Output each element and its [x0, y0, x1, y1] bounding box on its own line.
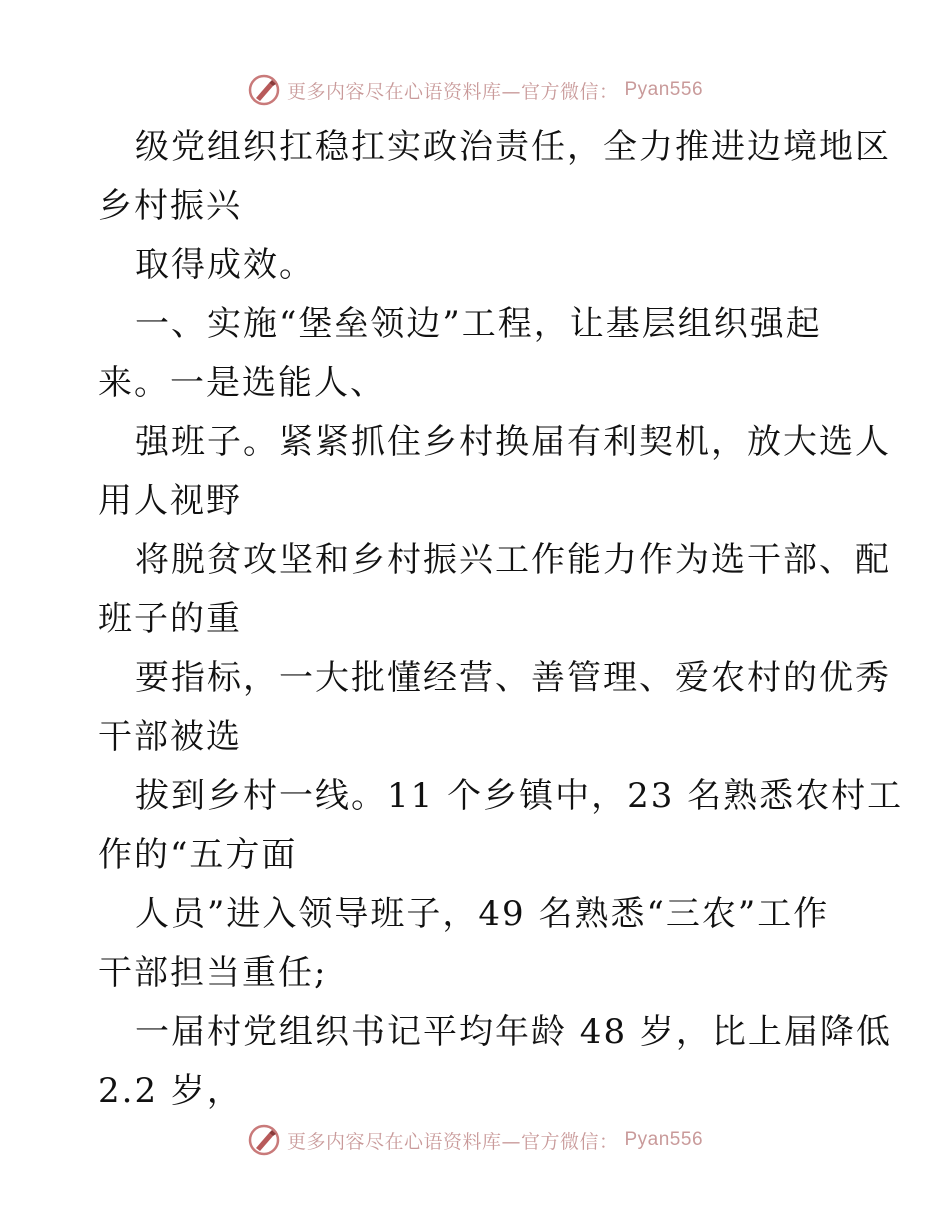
text-line: 作的“五方面	[98, 835, 298, 875]
text-line: 干部担当重任;	[98, 953, 328, 993]
header-watermark	[0, 70, 950, 110]
text-line: 用人视野	[98, 481, 242, 521]
watermark-wechat-id: Pyan556	[624, 1129, 704, 1150]
paragraph-2	[98, 236, 858, 295]
paragraph-3	[98, 295, 858, 413]
text-line: 来。一是选能人、	[98, 363, 386, 403]
text-line: 一、实施“堡垒领边”工程，让基层组织强起	[135, 304, 822, 344]
pen-logo-icon	[247, 73, 281, 107]
paragraph-8	[98, 885, 858, 1003]
paragraph-4	[98, 413, 891, 531]
pen-logo-icon	[247, 1123, 281, 1157]
watermark-wechat-id: Pyan556	[624, 79, 704, 100]
paragraph-5	[98, 531, 891, 649]
text-line: 班子的重	[98, 599, 242, 639]
paragraph-6	[98, 649, 891, 767]
watermark-text: 更多内容尽在心语资料库—官方微信：	[286, 1130, 619, 1153]
text-line: 强班子。紧紧抓住乡村换届有利契机，放大选人	[135, 422, 891, 462]
watermark-text: 更多内容尽在心语资料库—官方微信：	[286, 80, 619, 103]
text-line: 一届村党组织书记平均年龄 48 岁，比上届降低	[135, 1012, 892, 1052]
text-line: 乡村振兴	[98, 186, 242, 226]
document-body	[98, 118, 904, 1121]
paragraph-9	[98, 1003, 892, 1121]
text-line: 要指标，一大批懂经营、善管理、爱农村的优秀	[135, 658, 891, 698]
text-line: 级党组织扛稳扛实政治责任，全力推进边境地区	[135, 127, 891, 167]
footer-watermark	[0, 1120, 950, 1160]
paragraph-7	[98, 767, 904, 885]
text-line: 2.2 岁，	[98, 1071, 243, 1111]
text-line: 将脱贫攻坚和乡村振兴工作能力作为选干部、配	[135, 540, 891, 580]
text-line: 人员”进入领导班子，49 名熟悉“三农”工作	[135, 894, 830, 934]
text-line: 干部被选	[98, 717, 242, 757]
text-line: 取得成效。	[135, 245, 315, 285]
paragraph-1	[98, 118, 891, 236]
text-line: 拔到乡村一线。11 个乡镇中，23 名熟悉农村工	[135, 776, 904, 816]
